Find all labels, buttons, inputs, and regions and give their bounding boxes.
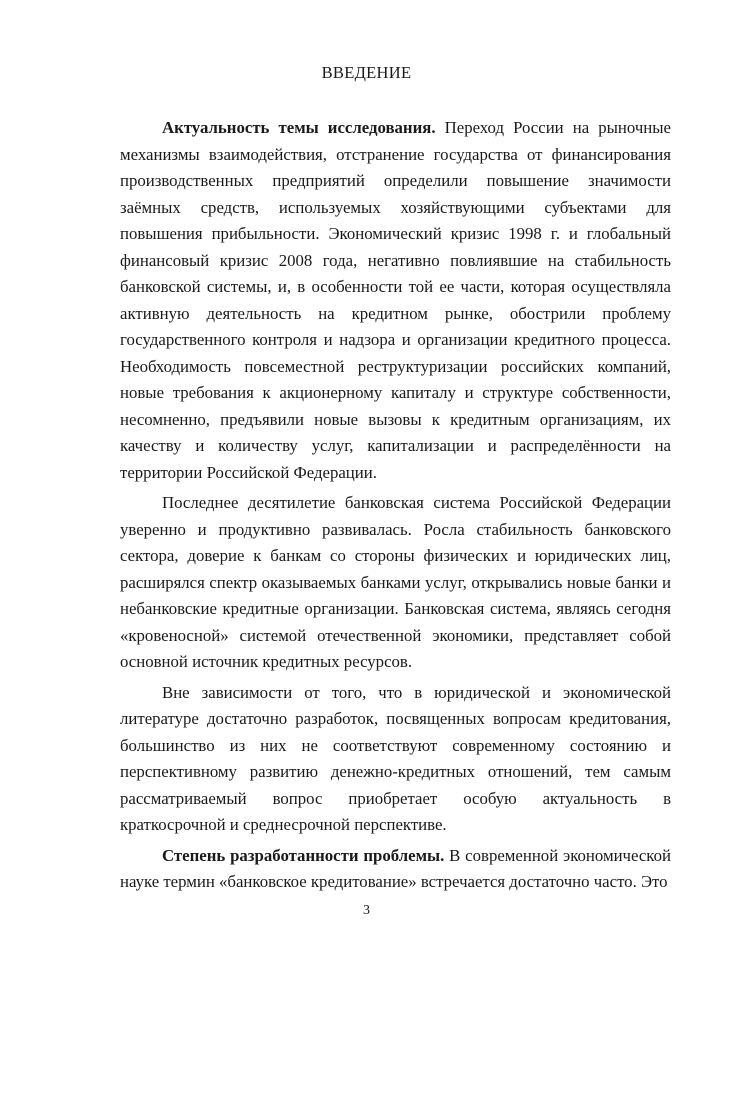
paragraph-literature xyxy=(120,680,671,839)
page-number: 3 xyxy=(363,903,370,918)
paragraph-lead: Актуальность темы исследования. xyxy=(162,118,436,137)
paragraph-text: Переход России на рыночные механизмы взаимодействия, отстранение государства от финансирования производственных предприятий определили повышение значимости заёмных средств, используемых хозяйствующими субъектами для повышения прибыльности. Экономический кризис 1998 г. и глобальный финансовый кризис 2008 года, негативно повлиявшие на стабильность банковской системы, и, в особенности той ее части, которая осуществляла активную деятельность на кредитном рынке, обострили проблему государственного контроля и надзора и организации кредитного процесса. Необходимость повсеместной реструктуризации российских компаний, новые требования к акционерному капиталу и структуре собственности, несомненно, предъявили новые вызовы к кредитным организациям, их качеству и количеству услуг, капитализации и распределённости на территории Российской Федерации. xyxy=(120,118,671,482)
body-text xyxy=(120,115,671,900)
paragraph-banking-system xyxy=(120,490,671,676)
page-title: ВВЕДЕНИЕ xyxy=(321,63,412,82)
paragraph-text: Вне зависимости от того, что в юридической и экономической литературе достаточно разработок, посвященных вопросам кредитования, большинство из них не соответствуют современному состоянию и перспективному развитию денежно-кредитных отношений, тем самым рассматриваемый вопрос приобретает особую актуальность в краткосрочной и среднесрочной перспективе. xyxy=(120,682,671,834)
paragraph-lead: Степень разработанности проблемы. xyxy=(162,845,445,865)
paragraph-problem-development xyxy=(120,843,671,896)
paragraph-text: В современной экономической науке термин «банковское кредитование» встречается достаточно часто. Это xyxy=(120,845,671,891)
paragraph-text: Последнее десятилетие банковская система Российской Федерации уверенно и продуктивно развивалась. Росла стабильность банковского сектора, доверие к банкам со стороны физических и юридических лиц, расширялся спектр оказываемых банками услуг, открывались новые банки и небанковские кредитные организации. Банковская система, являясь сегодня «кровеносной» системой отечественной экономики, представляет собой основной источник кредитных ресурсов. xyxy=(120,493,671,671)
paragraph-relevance xyxy=(120,115,671,486)
